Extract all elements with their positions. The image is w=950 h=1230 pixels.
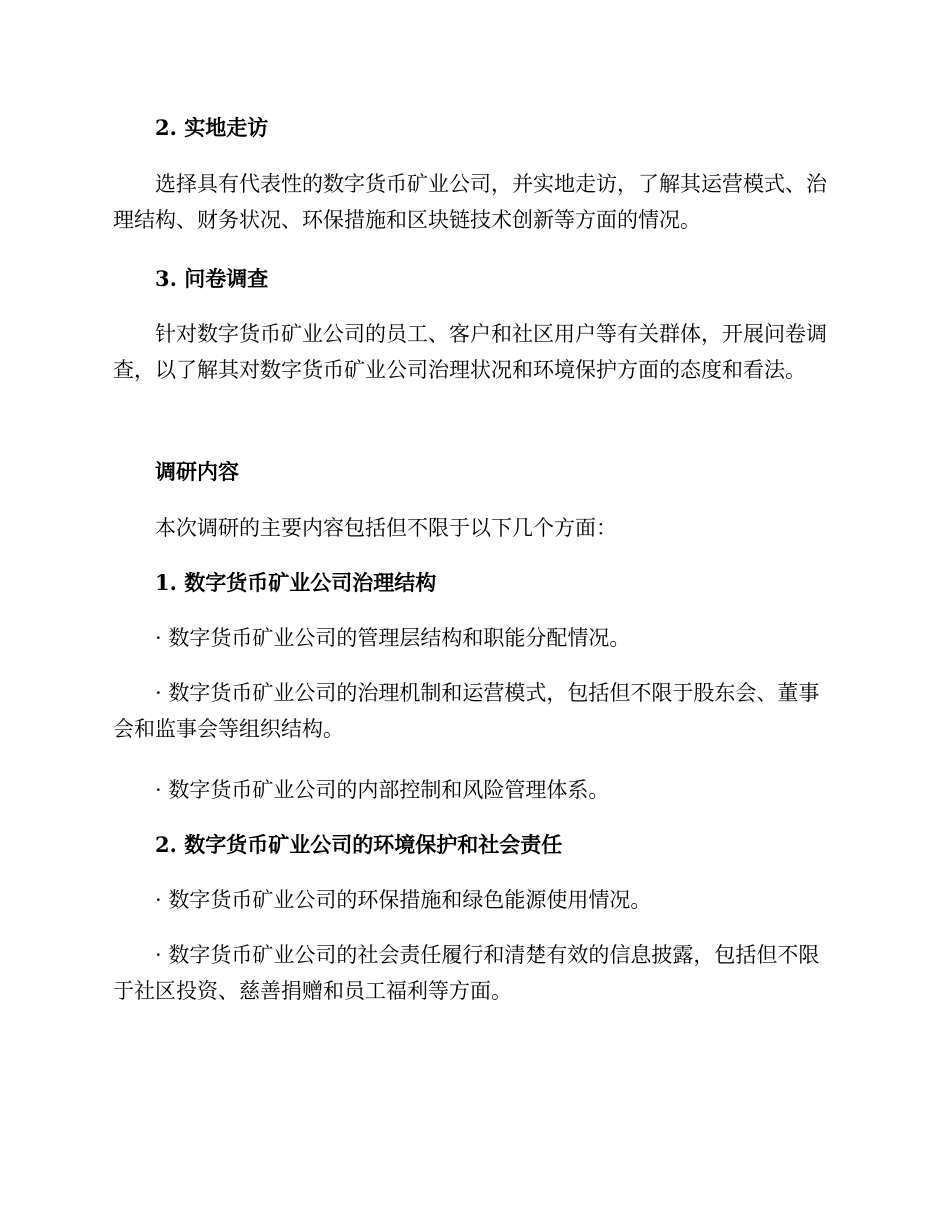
section-heading-environment: 2. 数字货币矿业公司的环境保护和社会责任	[155, 832, 563, 857]
list-item-governance-1: · 数字货币矿业公司的管理层结构和职能分配情况。	[155, 626, 631, 650]
section-heading-governance: 1. 数字货币矿业公司治理结构	[155, 570, 437, 595]
list-item-environment-1: · 数字货币矿业公司的环保措施和绿色能源使用情况。	[155, 888, 652, 912]
paragraph-research-intro: 本次调研的主要内容包括但不限于以下几个方面：	[155, 516, 617, 540]
section-heading-research-content: 调研内容	[155, 459, 239, 484]
list-item-governance-2: · 数字货币矿业公司的治理机制和运营模式，包括但不限于股东会、董事会和监事会等组织结构。	[113, 681, 820, 741]
list-item-governance-3: · 数字货币矿业公司的内部控制和风险管理体系。	[155, 778, 610, 802]
paragraph-field-visit: 选择具有代表性的数字货币矿业公司，并实地走访，了解其运营模式、治理结构、财务状况、环保措施和区块链技术创新等方面的情况。	[113, 172, 827, 232]
paragraph-survey: 针对数字货币矿业公司的员工、客户和社区用户等有关群体，开展问卷调查，以了解其对数字货币矿业公司治理状况和环境保护方面的态度和看法。	[113, 322, 827, 382]
section-heading-survey: 3. 问卷调查	[155, 266, 269, 291]
section-heading-field-visit: 2. 实地走访	[155, 115, 269, 140]
list-item-environment-2: · 数字货币矿业公司的社会责任履行和清楚有效的信息披露，包括但不限于社区投资、慈善捐赠和员工福利等方面。	[113, 943, 820, 1003]
